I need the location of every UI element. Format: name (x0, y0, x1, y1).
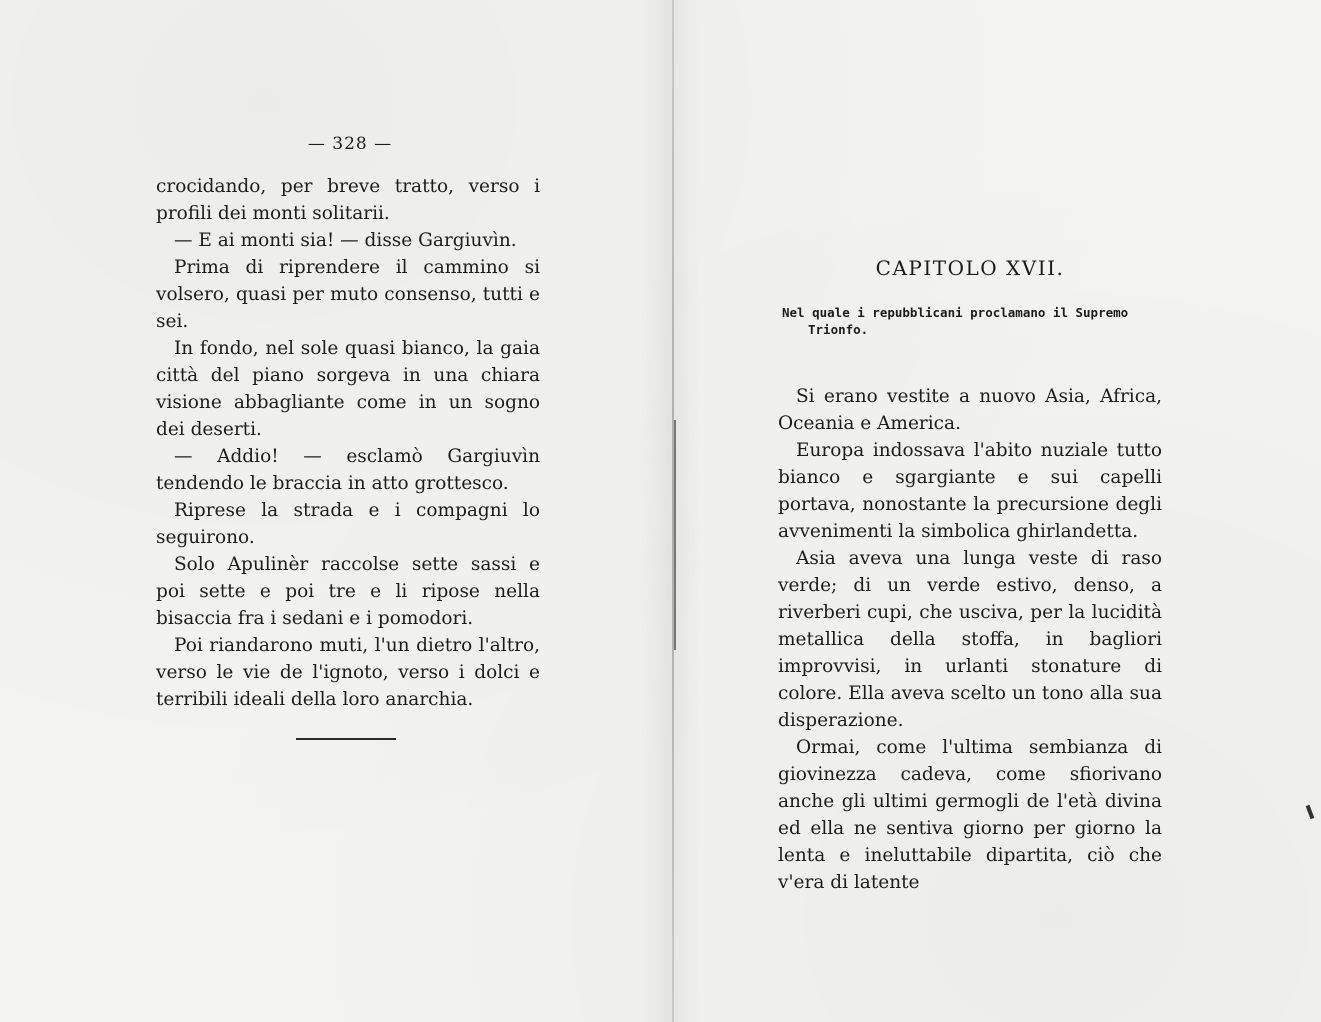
paragraph: Ormai, come l'ultima sembianza di giovinezza cadeva, come sfiorivano anche gli ultimi germogli de l'età divina ed ella ne sentiva giorno per giorno la lenta e ineluttabile dipartita, ciò che v'era di latente (778, 737, 1162, 893)
right-page (674, 0, 1321, 1022)
chapter-subtitle-line: Trionfo. (808, 322, 869, 337)
paragraph: Prima di riprendere il cammino si volsero, quasi per muto consenso, tutti e sei. (156, 257, 540, 332)
section-end-rule (296, 738, 396, 740)
chapter-subtitle-line: Nel quale i repubblicani proclamano il Supremo (782, 305, 1129, 320)
paragraph: Poi riandarono muti, l'un dietro l'altro, verso le vie de l'ignoto, verso i dolci e terribili ideali della loro anarchia. (156, 635, 540, 710)
chapter-title: CAPITOLO XVII. (875, 256, 1065, 280)
paragraph: crocidando, per breve tratto, verso i profili dei monti solitarii. (156, 176, 540, 224)
page-edge-mark (674, 420, 676, 650)
page-number: — 328 — (307, 134, 393, 154)
right-page-text (778, 383, 1162, 896)
paragraph: — Addio! — esclamò Gargiuvìn tendendo le braccia in atto grottesco. (156, 446, 540, 494)
paragraph: Riprese la strada e i compagni lo seguirono. (156, 500, 540, 548)
paragraph: Solo Apulinèr raccolse sette sassi e poi sette e poi tre e li ripose nella bisaccia fra i sedani e i pomodori. (156, 554, 540, 629)
paragraph: Europa indossava l'abito nuziale tutto bianco e sgargiante e sui capelli portava, nonostante la precursione degli avvenimenti la simbolica ghirlandetta. (778, 440, 1162, 542)
paragraph: Asia aveva una lunga veste di raso verde; di un verde estivo, denso, a riverberi cupi, che usciva, per la lucidità metallica della stoffa, in bagliori improvvisi, in urlanti stonature di colore. Ella aveva scelto un tono alla sua disperazione. (778, 548, 1162, 731)
paragraph: — E ai monti sia! — disse Gargiuvìn. (174, 230, 517, 251)
page-edge-speck (1306, 805, 1315, 820)
chapter-subtitle (782, 304, 1164, 338)
left-page-text (156, 173, 540, 713)
paragraph: In fondo, nel sole quasi bianco, la gaia città del piano sorgeva in una chiara visione abbagliante come in un sogno dei deserti. (156, 338, 540, 440)
paragraph: Si erano vestite a nuovo Asia, Africa, Oceania e America. (778, 386, 1162, 434)
